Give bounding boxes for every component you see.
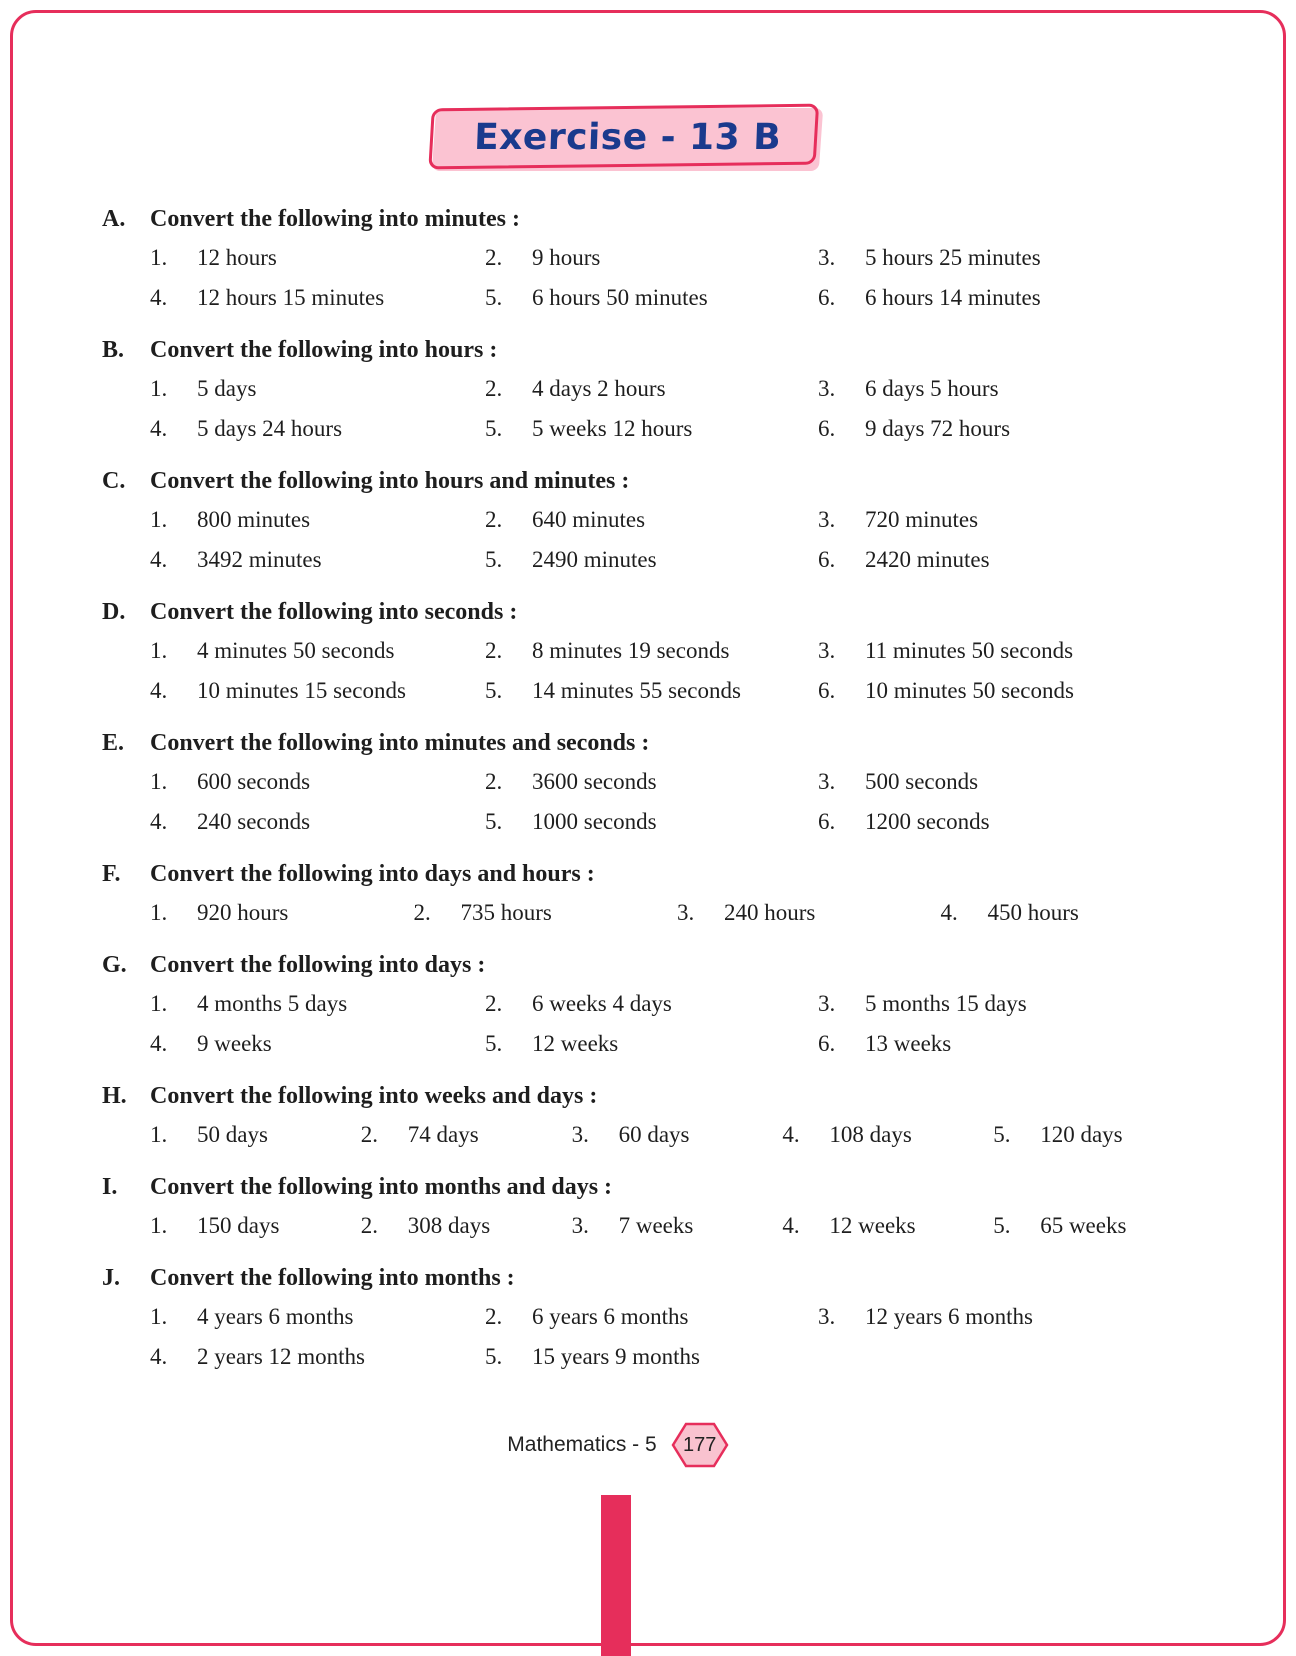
section-label: A.: [102, 206, 126, 232]
exercise-sections: [102, 200, 1204, 1390]
footer-subject: Mathematics - 5: [507, 1433, 657, 1456]
item-number: 3.: [818, 769, 836, 794]
item-number: 4.: [150, 809, 168, 834]
item-text: 65 weeks: [1040, 1213, 1127, 1238]
list-item: [485, 984, 818, 1024]
item-number: 1.: [150, 769, 168, 794]
item-number: 3.: [818, 638, 836, 663]
item-text: 920 hours: [197, 900, 289, 925]
item-text: 800 minutes: [197, 507, 311, 532]
item-number: 5.: [485, 547, 503, 572]
page-title: Exercise - 13 B: [473, 117, 783, 158]
item-number: 3.: [571, 1122, 589, 1147]
footer: [0, 1422, 1266, 1468]
section-heading: Convert the following into minutes :: [150, 206, 520, 232]
item-number: 1.: [150, 1213, 168, 1238]
item-number: 2.: [360, 1122, 379, 1147]
item-number: 3.: [677, 900, 695, 925]
list-item: [150, 802, 485, 842]
item-number: 6.: [818, 416, 836, 441]
item-text: 12 years 6 months: [865, 1304, 1034, 1329]
list-item: [150, 500, 485, 540]
section-g: [102, 946, 1204, 1064]
item-number: 4.: [150, 416, 168, 441]
items-grid: [150, 984, 1204, 1064]
list-item: [150, 1206, 361, 1246]
list-item: [818, 1024, 1204, 1064]
items-grid: [150, 1297, 1204, 1377]
item-number: 6.: [818, 547, 836, 572]
item-number: 1.: [150, 507, 168, 532]
section-heading-row: [102, 593, 1204, 631]
item-number: 3.: [818, 245, 836, 270]
item-text: 50 days: [197, 1122, 268, 1147]
item-text: 735 hours: [460, 900, 552, 925]
item-number: 5.: [993, 1213, 1011, 1238]
items-grid: [150, 893, 1204, 933]
section-heading: Convert the following into days :: [150, 952, 486, 978]
item-number: 1.: [150, 245, 168, 270]
items-grid: [150, 631, 1204, 711]
item-text: 8 minutes 19 seconds: [532, 638, 730, 663]
items-grid: [150, 500, 1204, 580]
list-item: [150, 369, 485, 409]
item-number: 5.: [485, 285, 503, 310]
section-label: D.: [102, 599, 126, 625]
list-item: [993, 1115, 1204, 1155]
exercise-banner: [0, 108, 1296, 171]
list-item: [782, 1206, 993, 1246]
section-b: [102, 331, 1204, 449]
item-text: 1000 seconds: [532, 809, 657, 834]
item-number: 4.: [150, 1031, 168, 1056]
list-item: [818, 369, 1204, 409]
list-item: [150, 1297, 485, 1337]
section-label: E.: [102, 730, 125, 756]
list-item: [485, 762, 818, 802]
item-number: 2.: [485, 638, 503, 663]
list-item: [818, 671, 1204, 711]
item-number: 2.: [485, 245, 503, 270]
list-item: [572, 1115, 783, 1155]
item-text: 60 days: [618, 1122, 690, 1147]
section-heading-row: [102, 331, 1204, 369]
list-item: [361, 1206, 572, 1246]
item-text: 3600 seconds: [532, 769, 657, 794]
item-text: 12 hours: [197, 245, 277, 270]
item-text: 74 days: [407, 1122, 479, 1147]
item-text: 10 minutes 15 seconds: [197, 678, 406, 703]
section-label: F.: [102, 861, 121, 887]
list-item: [485, 631, 818, 671]
item-number: 4.: [782, 1122, 800, 1147]
item-text: 5 days: [197, 376, 257, 401]
item-number: 5.: [485, 1344, 503, 1369]
item-number: 4.: [782, 1213, 800, 1238]
item-number: 3.: [818, 507, 836, 532]
list-item: [414, 893, 678, 933]
item-text: 4 months 5 days: [197, 991, 348, 1016]
item-text: 9 hours: [532, 245, 601, 270]
items-grid: [150, 762, 1204, 842]
item-text: 4 years 6 months: [197, 1304, 354, 1329]
list-item: [677, 893, 941, 933]
list-item: [150, 409, 485, 449]
items-grid: [150, 1115, 1204, 1155]
item-text: 11 minutes 50 seconds: [865, 638, 1074, 663]
item-text: 500 seconds: [865, 769, 979, 794]
list-item: [485, 1297, 818, 1337]
item-number: 5.: [993, 1122, 1011, 1147]
item-text: 6 hours 50 minutes: [532, 285, 708, 310]
list-item: [150, 893, 414, 933]
item-text: 240 seconds: [197, 809, 311, 834]
item-text: 240 hours: [724, 900, 816, 925]
section-heading: Convert the following into seconds :: [150, 599, 518, 625]
list-item: [818, 984, 1204, 1024]
list-item: [150, 1024, 485, 1064]
section-heading: Convert the following into hours and minutes :: [150, 468, 630, 494]
item-text: 6 years 6 months: [532, 1304, 689, 1329]
list-item: [150, 1337, 485, 1377]
list-item: [485, 500, 818, 540]
item-number: 1.: [150, 1304, 168, 1329]
item-number: 3.: [818, 1304, 836, 1329]
item-text: 5 days 24 hours: [197, 416, 343, 441]
section-label: I.: [102, 1174, 118, 1200]
list-item: [485, 369, 818, 409]
item-number: 2.: [485, 991, 503, 1016]
list-item: [818, 1297, 1204, 1337]
section-heading-row: [102, 1259, 1204, 1297]
list-item: [818, 802, 1204, 842]
list-item: [485, 1337, 818, 1377]
item-text: 4 days 2 hours: [532, 376, 666, 401]
bottom-bar: [601, 1495, 631, 1656]
item-text: 14 minutes 55 seconds: [532, 678, 741, 703]
item-number: 5.: [485, 678, 503, 703]
section-label: B.: [102, 337, 125, 363]
list-item: [150, 671, 485, 711]
item-text: 12 weeks: [829, 1213, 916, 1238]
items-grid: [150, 1206, 1204, 1246]
item-number: 4.: [150, 1344, 168, 1369]
section-heading-row: [102, 946, 1204, 984]
item-text: 12 weeks: [532, 1031, 619, 1056]
section-a: [102, 200, 1204, 318]
list-item: [485, 409, 818, 449]
section-heading: Convert the following into hours :: [150, 337, 498, 363]
list-item: [150, 984, 485, 1024]
item-number: 4.: [150, 547, 168, 572]
list-item: [485, 278, 818, 318]
section-label: G.: [102, 952, 127, 978]
item-number: 5.: [485, 809, 503, 834]
item-text: 600 seconds: [197, 769, 311, 794]
item-number: 4.: [150, 678, 168, 703]
list-item: [150, 238, 485, 278]
list-item: [150, 278, 485, 318]
list-item: [150, 631, 485, 671]
list-item: [782, 1115, 993, 1155]
item-number: 2.: [485, 1304, 503, 1329]
item-text: 2490 minutes: [532, 547, 657, 572]
item-text: 6 days 5 hours: [865, 376, 999, 401]
list-item: [485, 1024, 818, 1064]
item-number: 6.: [818, 1031, 836, 1056]
section-heading-row: [102, 1168, 1204, 1206]
list-item: [818, 238, 1204, 278]
list-item: [361, 1115, 572, 1155]
item-text: 308 days: [407, 1213, 491, 1238]
item-number: 5.: [485, 1031, 503, 1056]
list-item: [818, 631, 1204, 671]
item-number: 1.: [150, 638, 168, 663]
item-text: 4 minutes 50 seconds: [197, 638, 395, 663]
item-text: 6 weeks 4 days: [532, 991, 672, 1016]
page-number-badge: [671, 1422, 729, 1468]
list-item: [150, 762, 485, 802]
item-number: 1.: [150, 991, 168, 1016]
list-item: [485, 238, 818, 278]
item-number: 4.: [150, 285, 168, 310]
section-j: [102, 1259, 1204, 1377]
item-number: 2.: [485, 769, 503, 794]
list-item: [150, 1115, 361, 1155]
item-number: 6.: [818, 678, 836, 703]
list-item: [572, 1206, 783, 1246]
section-heading: Convert the following into months :: [150, 1265, 515, 1291]
section-heading: Convert the following into months and days :: [150, 1174, 613, 1200]
section-heading-row: [102, 855, 1204, 893]
list-item: [941, 893, 1205, 933]
item-text: 720 minutes: [865, 507, 979, 532]
item-text: 9 weeks: [197, 1031, 272, 1056]
list-item: [818, 409, 1204, 449]
item-text: 1200 seconds: [865, 809, 990, 834]
section-h: [102, 1077, 1204, 1155]
item-text: 5 months 15 days: [865, 991, 1027, 1016]
section-heading-row: [102, 462, 1204, 500]
item-text: 450 hours: [987, 900, 1079, 925]
list-item: [485, 802, 818, 842]
item-text: 3492 minutes: [197, 547, 322, 572]
list-item: [818, 278, 1204, 318]
list-item: [485, 540, 818, 580]
item-text: 640 minutes: [532, 507, 646, 532]
items-grid: [150, 238, 1204, 318]
section-heading-row: [102, 200, 1204, 238]
item-text: 120 days: [1040, 1122, 1123, 1147]
item-number: 3.: [571, 1213, 589, 1238]
item-number: 3.: [818, 991, 836, 1016]
section-c: [102, 462, 1204, 580]
item-text: 108 days: [829, 1122, 912, 1147]
item-number: 3.: [818, 376, 836, 401]
section-d: [102, 593, 1204, 711]
item-text: 9 days 72 hours: [865, 416, 1011, 441]
item-number: 2.: [485, 376, 503, 401]
banner-shape: [432, 108, 823, 171]
item-text: 150 days: [197, 1213, 280, 1238]
list-item: [818, 540, 1204, 580]
item-number: 2.: [485, 507, 503, 532]
item-number: 6.: [818, 285, 836, 310]
item-number: 4.: [940, 900, 958, 925]
section-e: [102, 724, 1204, 842]
section-label: J.: [102, 1265, 120, 1291]
page-number: 177: [683, 1433, 717, 1456]
item-text: 10 minutes 50 seconds: [865, 678, 1074, 703]
list-item: [818, 500, 1204, 540]
item-number: 6.: [818, 809, 836, 834]
list-item: [150, 540, 485, 580]
item-number: 1.: [150, 376, 168, 401]
item-text: 5 weeks 12 hours: [532, 416, 693, 441]
item-number: 1.: [150, 1122, 168, 1147]
section-i: [102, 1168, 1204, 1246]
item-text: 5 hours 25 minutes: [865, 245, 1041, 270]
item-text: 13 weeks: [865, 1031, 952, 1056]
item-number: 2.: [360, 1213, 379, 1238]
section-heading-row: [102, 1077, 1204, 1115]
section-heading: Convert the following into days and hours :: [150, 861, 595, 887]
item-number: 5.: [485, 416, 503, 441]
item-text: 6 hours 14 minutes: [865, 285, 1041, 310]
list-item: [485, 671, 818, 711]
item-text: 2420 minutes: [865, 547, 990, 572]
section-label: C.: [102, 468, 126, 494]
list-item: [993, 1206, 1204, 1246]
item-text: 2 years 12 months: [197, 1344, 366, 1369]
section-label: H.: [102, 1083, 127, 1109]
item-number: 2.: [413, 900, 431, 925]
item-number: 1.: [150, 900, 168, 925]
section-heading: Convert the following into minutes and seconds :: [150, 730, 650, 756]
item-text: 15 years 9 months: [532, 1344, 701, 1369]
item-text: 7 weeks: [618, 1213, 694, 1238]
items-grid: [150, 369, 1204, 449]
section-heading: Convert the following into weeks and days :: [150, 1083, 598, 1109]
list-item: [818, 762, 1204, 802]
section-f: [102, 855, 1204, 933]
section-heading-row: [102, 724, 1204, 762]
item-text: 12 hours 15 minutes: [197, 285, 385, 310]
